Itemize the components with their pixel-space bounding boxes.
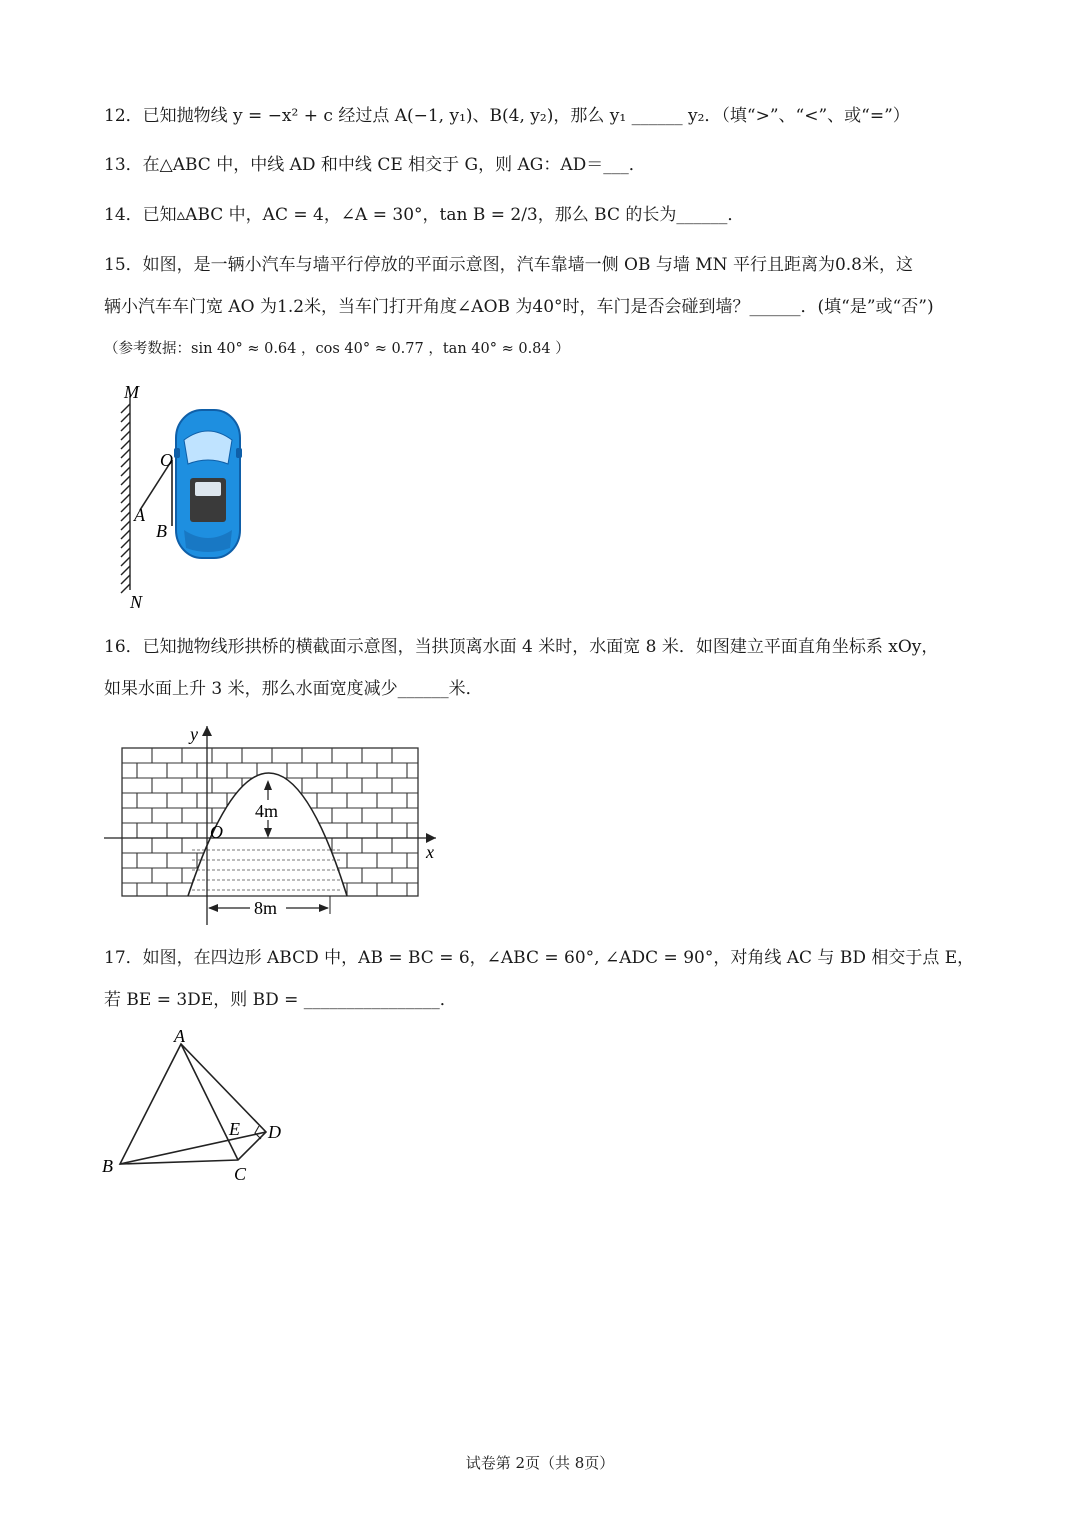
figure-17-quadrilateral	[98, 1022, 298, 1187]
hatch-line	[121, 530, 130, 539]
question-15-line-2: 辆小汽车车门宽 AO 为1.2米，当车门打开角度∠AOB 为40°时，车门是否会碰到墙？______．(填“是”或“否”)	[104, 297, 934, 317]
page-footer: 试卷第 2页（共 8页）	[465, 1454, 615, 1472]
hatch-line	[121, 503, 130, 512]
label-E: E	[229, 1119, 240, 1139]
hatch-line	[121, 458, 130, 467]
hatch-line	[121, 566, 130, 575]
label-B: B	[102, 1156, 113, 1176]
diagonal-BD	[120, 1132, 266, 1164]
label-x: x	[426, 842, 434, 862]
hatch-line	[121, 575, 130, 584]
label-y: y	[190, 724, 198, 744]
label-N: N	[130, 592, 143, 612]
question-16-line-2: 如果水面上升 3 米，那么水面宽度减少______米．	[104, 679, 483, 699]
hatch-line	[121, 431, 130, 440]
question-17-line-1: 17．如图，在四边形 ABCD 中，AB = BC = 6，∠ABC = 60°, ∠ADC = 90°，对角线 AC 与 BD 相交于点 E，	[104, 948, 975, 968]
question-14: 14．已知▵ABC 中，AC = 4，∠A = 30°，tan B = 2/3，那么 BC 的长为______．	[104, 205, 745, 225]
question-17-line-2: 若 BE = 3DE，则 BD = ________________．	[104, 990, 457, 1010]
car-icon	[174, 410, 242, 558]
hatch-line	[121, 404, 130, 413]
label-B: B	[156, 521, 167, 541]
hatch-line	[121, 467, 130, 476]
label-O: O	[160, 450, 173, 470]
question-13: 13．在△ABC 中，中线 AD 和中线 CE 相交于 G，则 AG：AD＝___．	[104, 155, 646, 175]
hatch-line	[121, 413, 130, 422]
label-height: 4m	[255, 801, 279, 821]
label-A: A	[174, 1026, 185, 1046]
hatch-line	[121, 476, 130, 485]
label-O: O	[210, 822, 223, 842]
question-16-line-1: 16．已知抛物线形拱桥的横截面示意图，当拱顶离水面 4 米时，水面宽 8 米．如图建立平面直角坐标系 xOy，	[104, 637, 939, 657]
question-15-reference-data: （参考数据：sin 40° ≈ 0.64 ，cos 40° ≈ 0.77 ，tan 40° ≈ 0.84 ）	[104, 341, 570, 357]
hatch-line	[121, 539, 130, 548]
question-12: 12．已知抛物线 y = −x² + c 经过点 A(−1, y₁)、B(4, y₂)，那么 y₁ ______ y₂．（填“>”、“<”、或“=”）	[104, 106, 910, 126]
hatch-line	[121, 440, 130, 449]
figure-15-car-diagram	[104, 378, 264, 613]
water-lines	[192, 850, 342, 890]
wall-hatching	[121, 396, 130, 593]
hatch-line	[121, 584, 130, 593]
hatch-line	[121, 512, 130, 521]
figure-16-arch-bridge	[100, 720, 450, 925]
label-width: 8m	[254, 898, 278, 918]
hatch-line	[121, 449, 130, 458]
hatch-line	[121, 521, 130, 530]
hatch-line	[121, 548, 130, 557]
hatch-line	[121, 422, 130, 431]
hatch-line	[121, 485, 130, 494]
label-A: A	[134, 505, 145, 525]
diagonal-AC	[181, 1044, 238, 1160]
hatch-line	[121, 557, 130, 566]
brick-wall	[122, 748, 418, 896]
label-D: D	[268, 1122, 281, 1142]
hatch-line	[121, 494, 130, 503]
question-15-line-1: 15．如图，是一辆小汽车与墙平行停放的平面示意图，汽车靠墙一侧 OB 与墙 MN 平行且距离为0.8米，这	[104, 255, 913, 275]
quadrilateral-ABCD	[120, 1044, 266, 1164]
label-M: M	[124, 382, 139, 402]
label-C: C	[234, 1164, 247, 1184]
